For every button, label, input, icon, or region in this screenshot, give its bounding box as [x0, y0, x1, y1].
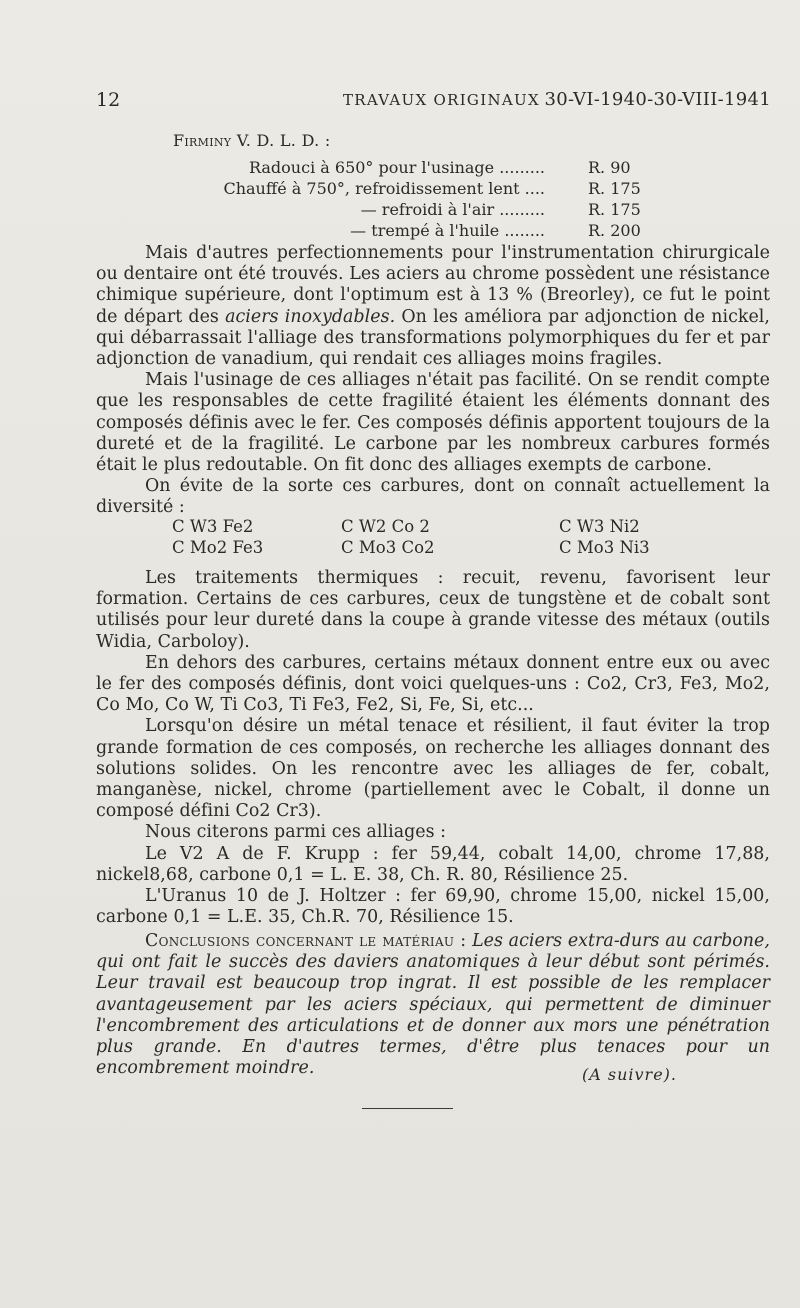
carbide-formula: C Mo3 Co2	[341, 538, 435, 557]
paragraph: Lorsqu'on désire un métal tenace et résilient, il faut éviter la trop grande formation de ces composés, on recherche les alliages donnant des solutions solides. On les rencontre avec les alliages de fer, cobalt, manganèse, nickel, chrome (partiellement avec le Cobalt, il donne un composé défini Co2 Cr3).	[96, 716, 770, 822]
carbide-formula: C W2 Co 2	[341, 517, 430, 536]
to-be-continued: (A suivre).	[582, 1065, 677, 1084]
spec-value: R. 175	[588, 200, 641, 219]
spec-row	[160, 221, 680, 242]
carbides-list	[172, 517, 692, 559]
carbide-formula: C W3 Ni2	[559, 517, 640, 536]
italic-term: aciers inoxydables.	[225, 306, 396, 327]
firminy-spec-table	[160, 158, 680, 242]
conclusion-label: Conclusions concernant le matériau :	[145, 931, 467, 951]
text-block-2	[96, 568, 770, 928]
spec-value: R. 200	[588, 221, 641, 240]
spec-value: R. 175	[588, 179, 641, 198]
page-number: 12	[96, 89, 121, 111]
firminy-heading: Firminy V. D. L. D. :	[173, 131, 331, 150]
paragraph: Nous citerons parmi ces alliages :	[145, 822, 447, 843]
carbide-formula: C Mo3 Ni3	[559, 538, 650, 557]
carbides-row	[172, 517, 692, 538]
paragraph: Mais l'usinage de ces alliages n'était pas facilité. On se rendit compte que les responsables de cette fragilité étaient les éléments donnant des composés définis avec le fer. Ces composés définis apportent toujours de la dureté et de la fragilité. Le carbone par les nombreux carbures formés était le plus redoutable. On fit donc des alliages exempts de carbone.	[96, 370, 770, 476]
spec-row	[160, 179, 680, 200]
paragraph: L'Uranus 10 de J. Holtzer : fer 69,90, chrome 15,00, nickel 15,00, carbone 0,1 = L.E. 35, Ch.R. 70, Résilience 15.	[96, 886, 770, 928]
conclusion-block	[96, 931, 770, 1079]
paragraph	[96, 243, 770, 370]
issue-date-range: 30-VI-1940-30-VIII-1941	[544, 89, 771, 110]
page-header	[96, 89, 771, 115]
paragraph: Le V2 A de F. Krupp : fer 59,44, cobalt 14,00, chrome 17,88, nickel8,68, carbone 0,1 = L. E. 38, Ch. R. 80, Résilience 25.	[96, 843, 770, 885]
carbide-formula: C Mo2 Fe3	[172, 538, 264, 557]
text-block-1	[96, 243, 770, 519]
paragraph-text: Mais d'autres perfectionnements pour l'instrumentation chirurgicale ou dentaire ont été trouvés. Les aciers au chrome possèdent une résistance chimique supérieure, dont l'optimum est à 13 % (Breorley), ce fut le point de départ des	[96, 243, 770, 327]
spec-row	[160, 200, 680, 221]
paragraph-text: On les améliora par adjonction de nickel, qui débarrassait l'alliage des transformations polymorphiques du fer et par adjonction de vanadium, qui rendait ces alliages moins fragiles.	[96, 306, 770, 370]
end-rule	[362, 1108, 453, 1109]
paragraph: Les traitements thermiques : recuit, revenu, favorisent leur formation. Certains de ces carbures, ceux de tungstène et de cobalt sont utilisés pour leur dureté dans la coupe à grande vitesse des métaux (outils Widia, Carboloy).	[96, 568, 770, 652]
carbides-row	[172, 538, 692, 559]
spec-description: Chauffé à 750°, refroidissement lent ....	[223, 179, 545, 198]
spec-description: Radouci à 650° pour l'usinage .........	[248, 158, 545, 177]
spec-description: — refroidi à l'air .........	[360, 200, 545, 219]
spec-description: — trempé à l'huile ........	[350, 221, 545, 240]
spec-row	[160, 158, 680, 179]
paragraph	[96, 931, 770, 1079]
paragraph: En dehors des carbures, certains métaux donnent entre eux ou avec le fer des composés définis, dont voici quelques-uns : Co2, Cr3, Fe3, Mo2, Co Mo, Co W, Ti Co3, Ti Fe3, Fe2, Si, Fe, Si, etc...	[96, 652, 770, 716]
conclusion-text: Les aciers extra-durs au carbone, qui ont fait le succès des daviers anatomiques à leur début sont périmés. Leur travail est beaucoup trop ingrat. Il est possible de les remplacer avantageusement par les aciers spéciaux, qui permettent de diminuer l'encombrement des articulations et de donner aux mors une pénétration plus grande. En d'autres termes, d'être plus tenaces pour un encombrement moindre.	[96, 931, 770, 1079]
spec-value: R. 90	[588, 158, 631, 177]
carbide-formula: C W3 Fe2	[172, 517, 254, 536]
paragraph: On évite de la sorte ces carbures, dont on connaît actuellement la diversité :	[96, 476, 770, 518]
journal-section-title: TRAVAUX ORIGINAUX	[343, 91, 540, 109]
